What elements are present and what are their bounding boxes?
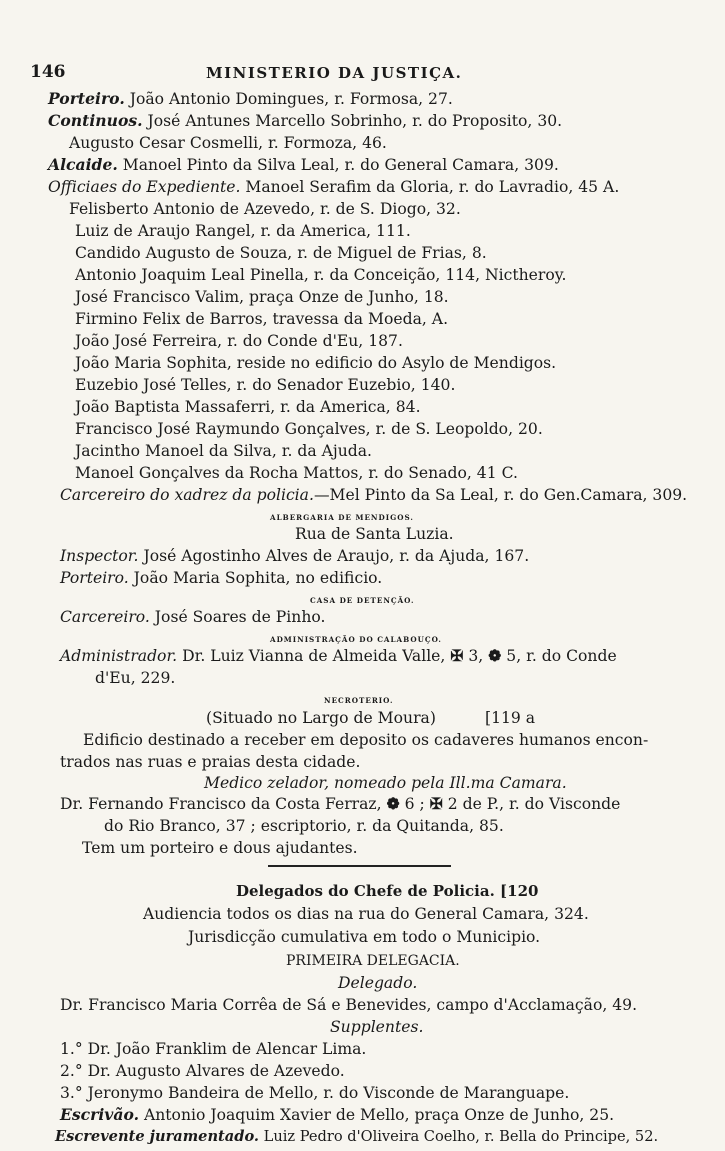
delegados-audiencia: Audiencia todos os dias na rua do General Camara, 324. [143,905,589,923]
necroterio-porteiro: Tem um porteiro e dous ajudantes. [82,839,358,857]
detencao-heading: CASA DE DETENÇÃO. [310,596,415,605]
necroterio-medico: Medico zelador, nomeado pela Ill.ma Camara. [204,774,567,792]
cross-order-icon: ✠ [429,794,443,813]
running-title: MINISTERIO DA JUSTIÇA. [206,64,463,82]
escrevente: Escrevente juramentado. Luiz Pedro d'Oliveira Coelho, r. Bella do Principe, 52. [55,1128,659,1145]
cross-order-icon: ✠ [450,646,464,665]
line-continuos: Continuos. José Antunes Marcello Sobrinho, r. do Proposito, 30. [48,111,563,130]
albergaria-porteiro: Porteiro. João Maria Sophita, no edificio. [60,569,383,587]
line-alcaide: Alcaide. Manoel Pinto da Silva Leal, r. do General Camara, 309. [48,155,559,174]
line-joao-jose: João José Ferreira, r. do Conde d'Eu, 187. [75,332,403,350]
line-euzebio: Euzebio José Telles, r. do Senador Euzebio, 140. [75,376,456,394]
line-joao-maria: João Maria Sophita, reside no edificio do Asylo de Mendigos. [75,354,557,372]
section-divider [268,865,451,867]
calabouco-administrador: Administrador. Dr. Luiz Vianna de Almeida Valle, ✠ 3, ❁ 5, r. do Conde [60,646,617,665]
line-joao-baptista: João Baptista Massaferri, r. da America, 84. [75,398,421,416]
delegado-name: Dr. Francisco Maria Corrêa de Sá e Benevides, campo d'Acclamação, 49. [60,996,638,1014]
calabouco-heading: ADMINISTRAÇÃO DO CALABOUÇO. [270,635,442,644]
albergaria-street: Rua de Santa Luzia. [295,525,454,543]
line-francisco: Francisco José Raymundo Gonçalves, r. de S. Leopoldo, 20. [75,420,543,438]
line-manoel: Manoel Gonçalves da Rocha Mattos, r. do Senado, 41 C. [75,464,518,482]
line-officiaes: Officiaes do Expediente. Manoel Serafim da Gloria, r. do Lavradio, 45 A. [48,178,620,196]
line-antonio: Antonio Joaquim Leal Pinella, r. da Conceição, 114, Nictheroy. [75,266,567,284]
necroterio-desc2: trados nas ruas e praias desta cidade. [60,753,361,771]
line-luiz: Luiz de Araujo Rangel, r. da America, 111. [75,222,411,240]
rose-order-icon: ❁ [488,646,502,665]
delegados-title: Delegados do Chefe de Policia. [120 [236,882,539,900]
page-number: 146 [30,62,66,82]
line-jacintho: Jacintho Manoel da Silva, r. da Ajuda. [75,442,373,460]
line-porteiro: Porteiro. João Antonio Domingues, r. Formosa, 27. [48,89,453,108]
albergaria-inspector: Inspector. José Agostinho Alves de Araujo, r. da Ajuda, 167. [60,547,530,565]
supplente-1: 1.° Dr. João Franklim de Alencar Lima. [60,1040,367,1058]
escrivao: Escrivão. Antonio Joaquim Xavier de Mello, praça Onze de Junho, 25. [60,1105,615,1124]
line-felisberto: Felisberto Antonio de Azevedo, r. de S. Diogo, 32. [69,200,461,218]
supplente-3: 3.° Jeronymo Bandeira de Mello, r. do Visconde de Maranguape. [60,1084,570,1102]
calabouco-address: d'Eu, 229. [95,669,176,687]
albergaria-heading: ALBERGARIA DE MENDIGOS. [270,513,414,522]
line-candido: Candido Augusto de Souza, r. de Miguel de Frias, 8. [75,244,487,262]
line-jose-valim: José Francisco Valim, praça Onze de Junho, 18. [75,288,449,306]
line-firmino: Firmino Felix de Barros, travessa da Moeda, A. [75,310,449,328]
delegados-jurisdicao: Jurisdicção cumulativa em todo o Municipio. [188,928,541,946]
necroterio-dr-address: do Rio Branco, 37 ; escriptorio, r. da Quitanda, 85. [104,817,504,835]
necroterio-desc1: Edificio destinado a receber em deposito os cadaveres humanos encon- [83,731,649,749]
primeira-delegacia: PRIMEIRA DELEGACIA. [286,953,460,969]
necroterio-situado: (Situado no Largo de Moura) [206,709,436,727]
rose-order-icon: ❁ [386,794,400,813]
necroterio-heading: NECROTERIO. [324,696,394,705]
delegado-label: Delegado. [338,974,418,992]
necroterio-ref: [119 a [485,709,536,727]
line-carcereiro-xadrez: Carcereiro do xadrez da policia.—Mel Pinto da Sa Leal, r. do Gen.Camara, 309. [60,486,688,504]
detencao-carcereiro: Carcereiro. José Soares de Pinho. [60,608,326,626]
necroterio-dr: Dr. Fernando Francisco da Costa Ferraz, ❁ 6 ; ✠ 2 de P., r. do Visconde [60,794,621,813]
line-augusto: Augusto Cesar Cosmelli, r. Formoza, 46. [69,134,387,152]
supplente-2: 2.° Dr. Augusto Alvares de Azevedo. [60,1062,345,1080]
supplentes-label: Supplentes. [330,1018,424,1036]
